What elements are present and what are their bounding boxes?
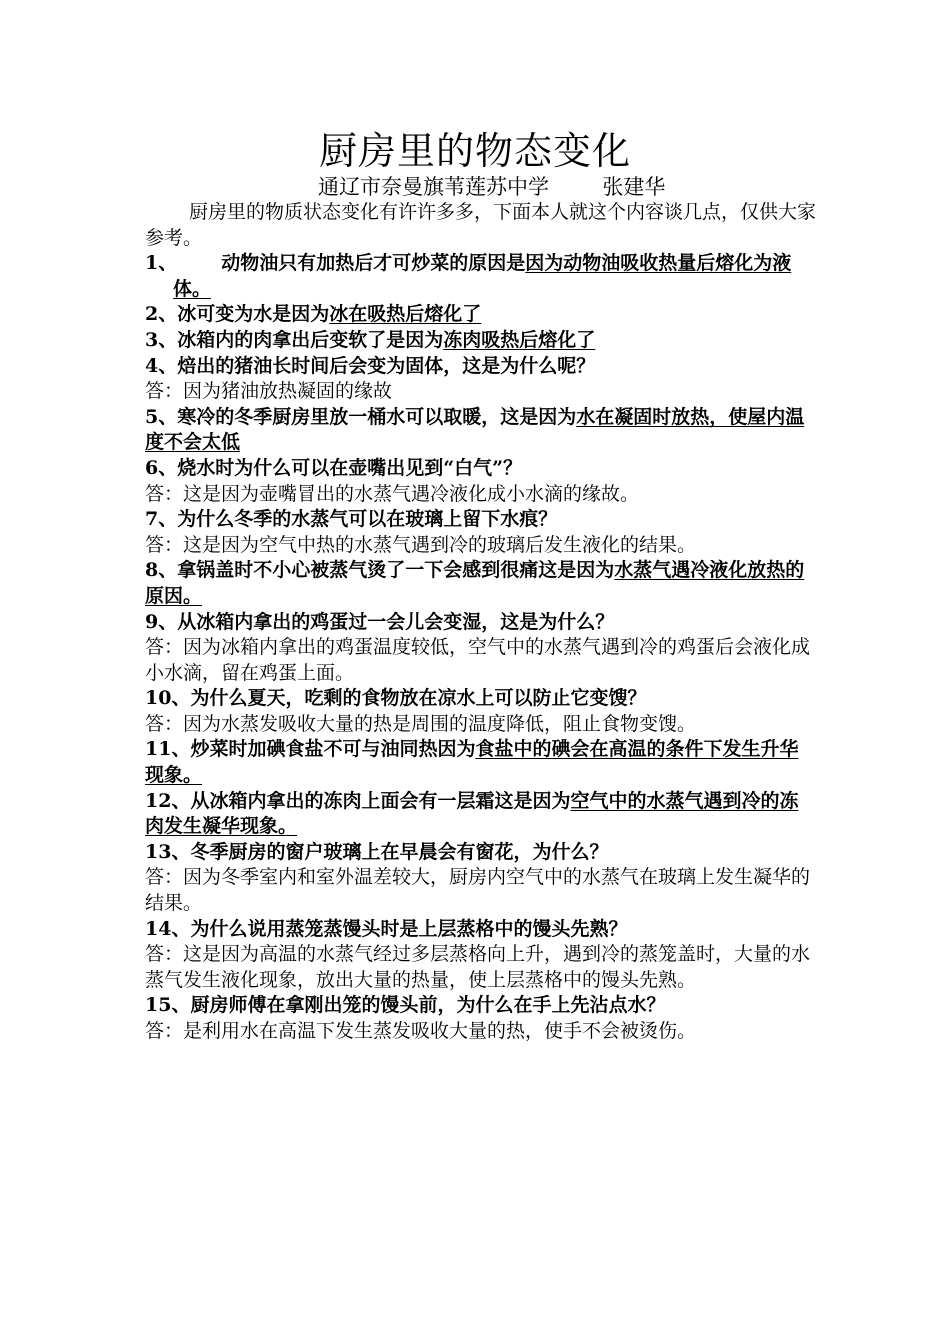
- question-number: 7、: [145, 508, 178, 531]
- question-number: 12、: [145, 789, 191, 812]
- intro-paragraph: 厨房里的物质状态变化有许许多多，下面本人就这个内容谈几点，仅供大家参考。: [145, 201, 817, 249]
- underlined-answer: 冰在吸热后熔化了: [329, 303, 482, 326]
- question-text: 冰箱内的肉拿出后变软了是因为: [177, 328, 444, 351]
- question-text: 炒菜时加碘食盐不可与油同热因为: [190, 738, 476, 761]
- question-number: 10、: [145, 687, 191, 710]
- answer-4: 答：因为猪油放热凝固的缘故: [145, 380, 393, 403]
- question-text: 拿锅盖时不小心被蒸气烫了一下会感到很痛这是因为: [177, 559, 615, 582]
- question-number: 5、: [145, 405, 178, 428]
- answer-6: 答：这是因为壶嘴冒出的水蒸气遇冷液化成小水滴的缘故。: [145, 482, 640, 505]
- question-text: 动物油只有加热后才可炒菜的原因是: [221, 252, 526, 275]
- question-13: [145, 840, 817, 866]
- question-12: [145, 789, 817, 840]
- question-2: [145, 302, 817, 328]
- question-text: 寒冷的冬季厨房里放一桶水可以取暖，这是因为: [177, 405, 577, 428]
- underlined-answer: 因为动物油吸收热量后熔化为液体。: [173, 252, 792, 300]
- question-11: [145, 737, 817, 788]
- question-number: 6、: [145, 456, 178, 479]
- question-text: 为什么夏天，吃剩的食物放在凉水上可以防止它变馊？: [190, 687, 647, 710]
- question-number: 4、: [145, 354, 178, 377]
- question-8: [145, 558, 817, 609]
- answer-9: 答：因为冰箱内拿出的鸡蛋温度较低，空气中的水蒸气遇到冷的鸡蛋后会液化成小水滴，留在鸡蛋上面。: [145, 636, 811, 684]
- question-text: 从冰箱内拿出的冻肉上面会有一层霜这是因为: [190, 789, 571, 812]
- question-number: 3、: [145, 328, 178, 351]
- question-number: 15、: [145, 994, 191, 1017]
- question-14: [145, 917, 817, 943]
- question-text: 为什么说用蒸笼蒸馒头时是上层蒸格中的馒头先熟？: [190, 917, 628, 940]
- question-number: 13、: [145, 840, 191, 863]
- question-3: [145, 328, 817, 354]
- question-number: 8、: [145, 559, 178, 582]
- document-body: [145, 200, 817, 1045]
- question-text: 冬季厨房的窗户玻璃上在早晨会有窗花，为什么？: [190, 840, 609, 863]
- question-9: [145, 610, 817, 636]
- question-number: 11、: [145, 738, 191, 761]
- question-text: 冰可变为水是因为: [177, 303, 330, 326]
- question-5: [145, 405, 817, 456]
- question-number: 2、: [145, 303, 178, 326]
- question-10: [145, 686, 817, 712]
- question-6: [145, 456, 817, 482]
- underlined-answer: 食盐中的碘会在高温的条件下发生升华现象。: [145, 738, 799, 787]
- question-4: [145, 354, 817, 380]
- answer-13: 答：因为冬季室内和室外温差较大，厨房内空气中的水蒸气在玻璃上发生凝华的结果。: [145, 866, 811, 915]
- underlined-answer: 空气中的水蒸气遇到冷的冻肉发生凝华现象。: [145, 789, 799, 838]
- question-number: 9、: [145, 610, 178, 633]
- underlined-answer: 水在凝固时放热，使屋内温度不会太低: [145, 405, 805, 454]
- underlined-answer: 冻肉吸热后熔化了: [443, 328, 596, 351]
- question-text: 从冰箱内拿出的鸡蛋过一会儿会变湿，这是为什么？: [177, 610, 615, 633]
- author-byline: 通辽市奈曼旗苇莲苏中学 张建华: [318, 175, 666, 199]
- answer-15: 答：是利用水在高温下发生蒸发吸收大量的热，使手不会被烫伤。: [145, 1020, 697, 1042]
- question-number: 1、: [145, 252, 178, 275]
- question-text: 焙出的猪油长时间后会变为固体，这是为什么呢？: [177, 354, 596, 377]
- question-15: [145, 993, 817, 1019]
- answer-10: 答：因为水蒸发吸收大量的热是周围的温度降低，阻止食物变馊。: [145, 712, 697, 735]
- question-text: 厨房师傅在拿刚出笼的馒头前，为什么在手上先沾点水？: [190, 994, 666, 1017]
- question-text: 烧水时为什么可以在壶嘴出见到“白气”？: [177, 456, 523, 479]
- answer-14: 答：这是因为高温的水蒸气经过多层蒸格向上升，遇到冷的蒸笼盖时，大量的水蒸气发生液化现象，放出大量的热量，使上层蒸格中的馒头先熟。: [145, 943, 811, 991]
- underlined-answer: 水蒸气遇冷液化放热的原因。: [145, 559, 805, 607]
- document-title: 厨房里的物态变化: [318, 129, 631, 173]
- question-1: [145, 251, 817, 302]
- question-text: 为什么冬季的水蒸气可以在玻璃上留下水痕？: [177, 508, 558, 531]
- question-number: 14、: [145, 917, 191, 940]
- question-7: [145, 507, 817, 533]
- answer-7: 答：这是因为空气中热的水蒸气遇到冷的玻璃后发生液化的结果。: [145, 533, 697, 556]
